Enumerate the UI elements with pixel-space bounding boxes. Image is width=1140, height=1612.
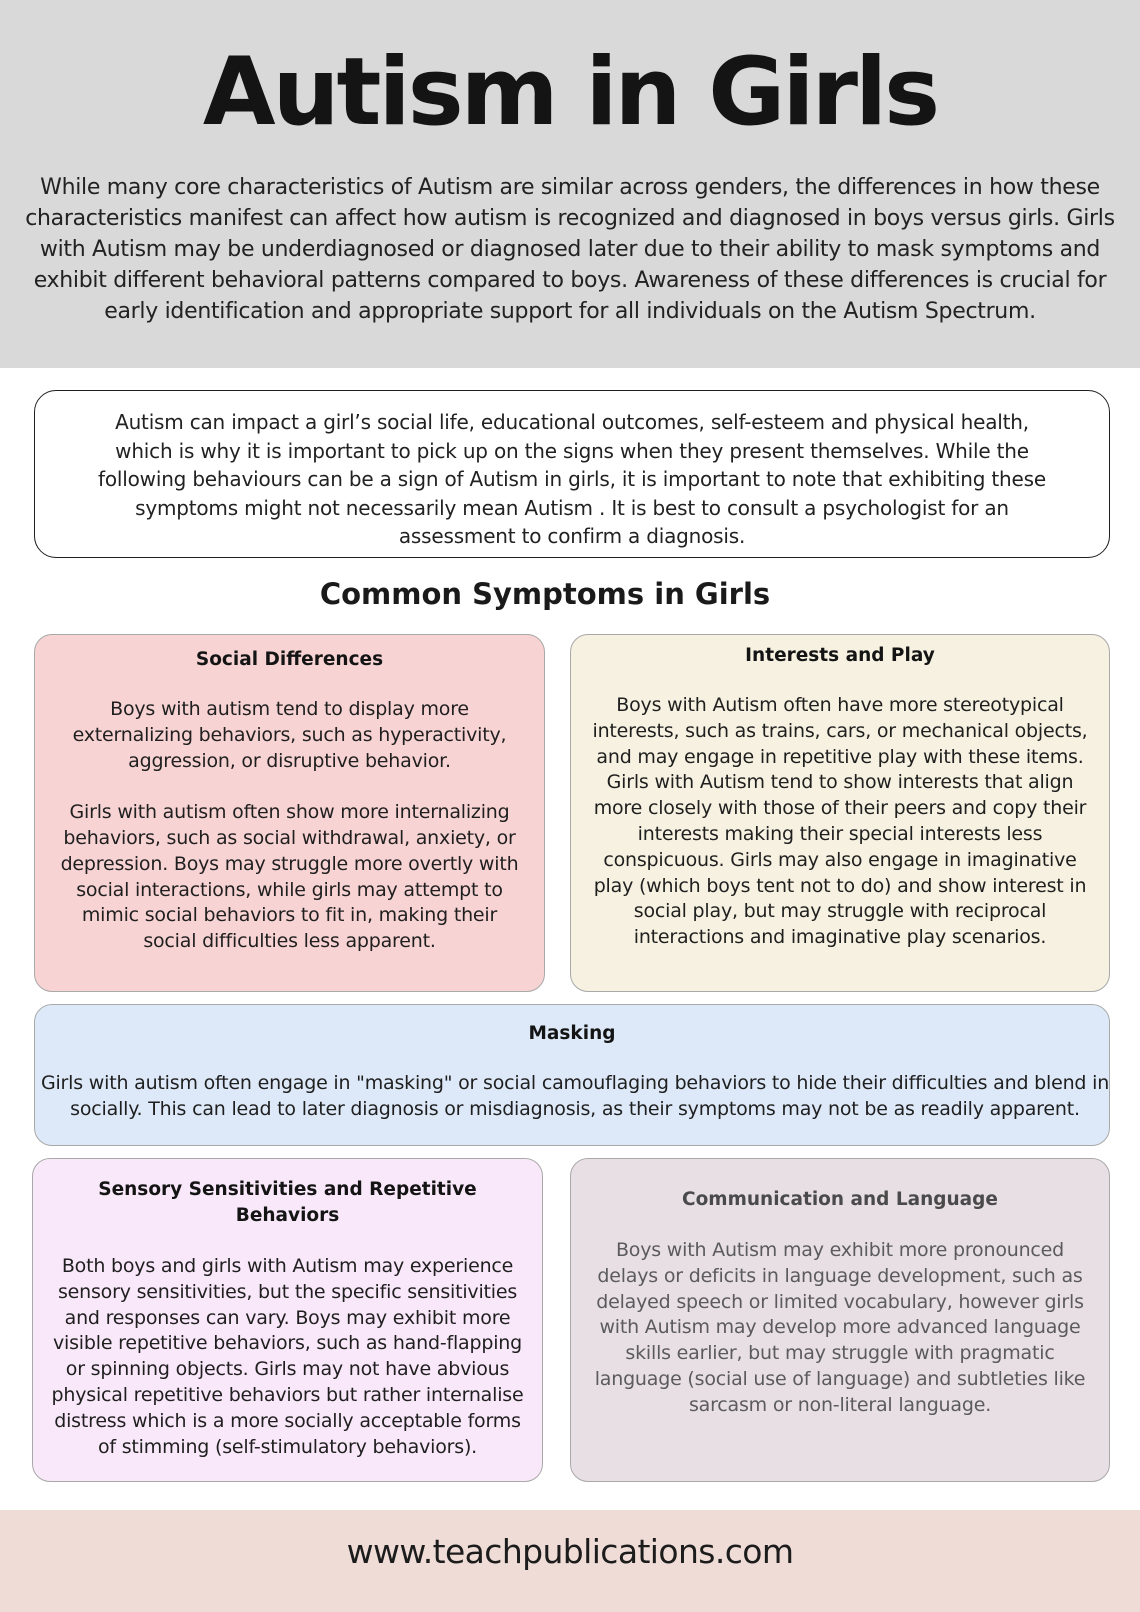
social-differences-card xyxy=(34,634,545,992)
header-banner xyxy=(0,0,1140,368)
card-body: Boys with Autism may exhibit more pronounced delays or deficits in language development, such as delayed speech or limited vocabulary, however girls with Autism may develop more advanced language skills earlier, but may struggle with pragmatic language (social use of language) and subtleties like sarcasm or non-literal language. xyxy=(594,1239,1086,1416)
section-title: Common Symptoms in Girls xyxy=(319,577,771,611)
website-link[interactable]: www.teachpublications.com xyxy=(346,1532,794,1571)
card-body: Both boys and girls with Autism may experience sensory sensitivities, but the specific sensitivities and responses can vary. Boys may exhibit more visible repetitive behaviors, such as hand-flapping or spinning objects. Girls may not have abvious physical repetitive behaviors but rather internalise distress which is a more socially acceptable forms of stimming (self-stimulatory behaviors). xyxy=(51,1255,524,1458)
page-title: Autism in Girls xyxy=(202,38,938,147)
communication-and-language-card xyxy=(570,1158,1110,1482)
masking-card xyxy=(34,1004,1110,1146)
card-heading: Social Differences xyxy=(195,649,384,670)
sensory-sensitivities-card xyxy=(32,1158,543,1482)
notice-box xyxy=(34,390,1110,558)
card-heading: Communication and Language xyxy=(682,1189,998,1210)
intro-paragraph: While many core characteristics of Autism are similar across genders, the differences in how these characteristics manifest can affect how autism is recognized and diagnosed in boys versus girls. Girls with Autism may be underdiagnosed or diagnosed later due to their ability to mask symptoms and exhibit different behavioral patterns compared to boys. Awareness of these differences is crucial for early identification and appropriate support for all individuals on the Autism Spectrum. xyxy=(25,175,1115,324)
interests-and-play-card xyxy=(570,634,1110,992)
card-heading: Masking xyxy=(528,1023,616,1044)
card-body: Girls with autism often show more internalizing behaviors, such as social withdrawal, anxiety, or depression. Boys may struggle more overtly with social interactions, while girls may attempt to mimic social behaviors to fit in, making their social difficulties less apparent. xyxy=(60,801,519,953)
card-heading: Interests and Play xyxy=(745,645,935,666)
card-heading: Sensory Sensitivities and Repetitive Behaviors xyxy=(98,1179,477,1226)
card-body: Boys with Autism often have more stereotypical interests, such as trains, cars, or mechanical objects, and may engage in repetitive play with these items. Girls with Autism tend to show interests that align more closely with those of their peers and copy their interests making their special interests less conspicuous. Girls may also engage in imaginative play (which boys tent not to do) and show interest in social play, but may struggle with reciprocal interactions and imaginative play scenarios. xyxy=(592,694,1088,949)
notice-text: Autism can impact a girl’s social life, educational outcomes, self-esteem and physical health, which is why it is important to pick up on the signs when they present themselves. While the following behaviours can be a sign of Autism in girls, it is important to note that exhibiting these symptoms might not necessarily mean Autism . It is best to consult a psychologist for an assessment to confirm a diagnosis. xyxy=(98,410,1046,548)
footer-banner xyxy=(0,1510,1140,1612)
card-body: Boys with autism tend to display more externalizing behaviors, such as hyperactivity, aggression, or disruptive behavior. xyxy=(72,698,507,772)
card-body: Girls with autism often engage in "masking" or social camouflaging behaviors to hide their difficulties and blend in socially. This can lead to later diagnosis or misdiagnosis, as their symptoms may not be as readily apparent. xyxy=(40,1072,1110,1120)
